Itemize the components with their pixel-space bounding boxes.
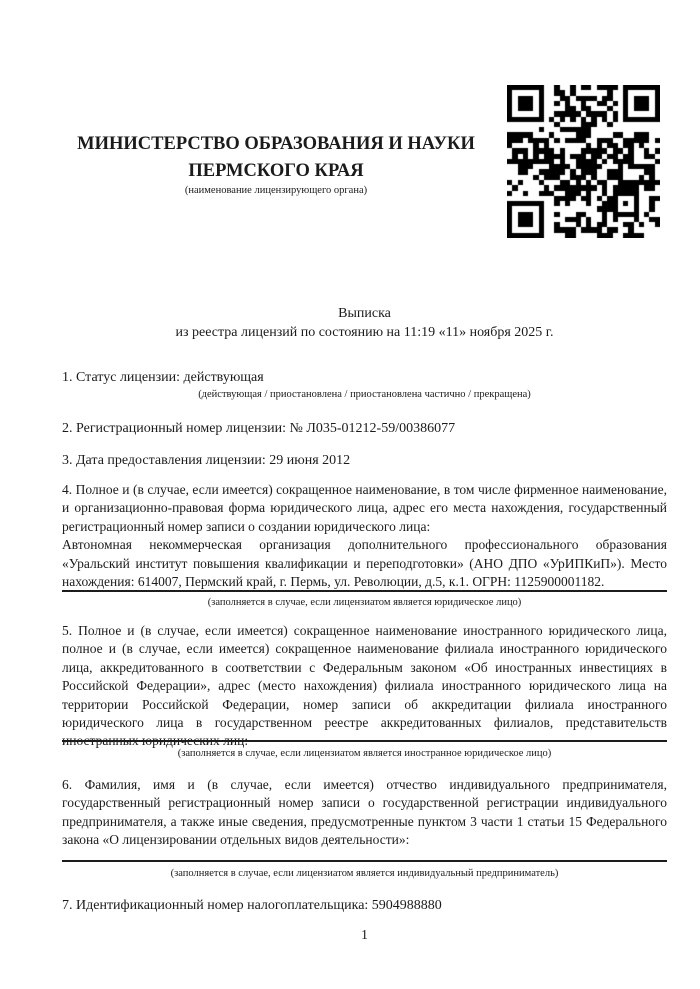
entrepreneur-caption: (заполняется в случае, если лицензиатом является индивидуальный предприниматель) <box>170 868 559 879</box>
ministry-name <box>62 131 490 185</box>
ministry-name-line2: ПЕРМСКОГО КРАЯ <box>188 161 364 181</box>
grant-date-line: 3. Дата предоставления лицензии: 29 июня 2012 <box>62 453 351 468</box>
qr-code-icon <box>507 85 660 238</box>
legal-entity-question: 4. Полное и (в случае, если имеется) сокращенное наименование, в том числе фирменное наименование, и организационно-правовая форма юридического лица, адрес его места нахождения, государственный регистрационный номер записи о создании юридического лица: <box>62 482 667 534</box>
legal-entity-caption: (заполняется в случае, если лицензиатом является юридическое лицо) <box>207 597 522 608</box>
entrepreneur-question: 6. Фамилия, имя и (в случае, если имеется) отчество индивидуального предпринимателя, государственный регистрационный номер записи о государственной регистрации индивидуального предпринимателя, а также иные сведения, предусмотренные пунктом 3 части 1 статьи 15 Федерального закона «О лицензировании отдельных видов деятельности»: <box>62 777 667 848</box>
legal-entity-block <box>62 481 667 591</box>
license-status-line: 1. Статус лицензии: действующая <box>62 370 264 385</box>
doc-title: Выписка <box>338 306 391 321</box>
registration-number-line: 2. Регистрационный номер лицензии: № Л035-01212-59/00386077 <box>62 421 456 436</box>
license-status-options-caption: (действующая / приостановлена / приостановлена частично / прекращена) <box>198 389 531 400</box>
page-number: 1 <box>361 928 368 943</box>
entrepreneur-fill-line <box>62 860 667 862</box>
legal-entity-answer: Автономная некоммерческая организация дополнительного профессионального образования «Уральский институт повышения квалификации и переподготовки» (АНО ДПО «УрИПКиП»). Место нахождения: 614007, Пермский край, г. Пермь, ул. Революции, д.5, к.1. ОГРН: 1125900001182. <box>62 537 667 590</box>
legal-entity-fill-line <box>62 590 667 592</box>
ministry-caption: (наименование лицензирующего органа) <box>184 185 368 196</box>
inn-line: 7. Идентификационный номер налогоплательщика: 5904988880 <box>62 898 442 913</box>
foreign-entity-caption: (заполняется в случае, если лицензиатом является иностранное юридическое лицо) <box>177 748 552 759</box>
ministry-name-line1: МИНИСТЕРСТВО ОБРАЗОВАНИЯ И НАУКИ <box>77 134 475 154</box>
doc-subtitle: из реестра лицензий по состоянию на 11:19 «11» ноября 2025 г. <box>175 325 554 340</box>
doc-title-block <box>62 304 667 342</box>
foreign-entity-question: 5. Полное и (в случае, если имеется) сокращенное наименование иностранного юридического лица, полное и (в случае, если имеется) сокращенное наименование филиала иностранного юридического лица, аккредитованного в соответствии с Федеральным законом «Об иностранных инвестициях в Российской Федерации», адрес (место нахождения) филиала иностранного юридического лица на территории Российской Федерации, номер записи об аккредитации филиала иностранного юридического лица в государственном реестре аккредитованных филиалов, представительств иностранных юридических лиц: <box>62 623 667 749</box>
foreign-entity-fill-line <box>62 740 667 742</box>
